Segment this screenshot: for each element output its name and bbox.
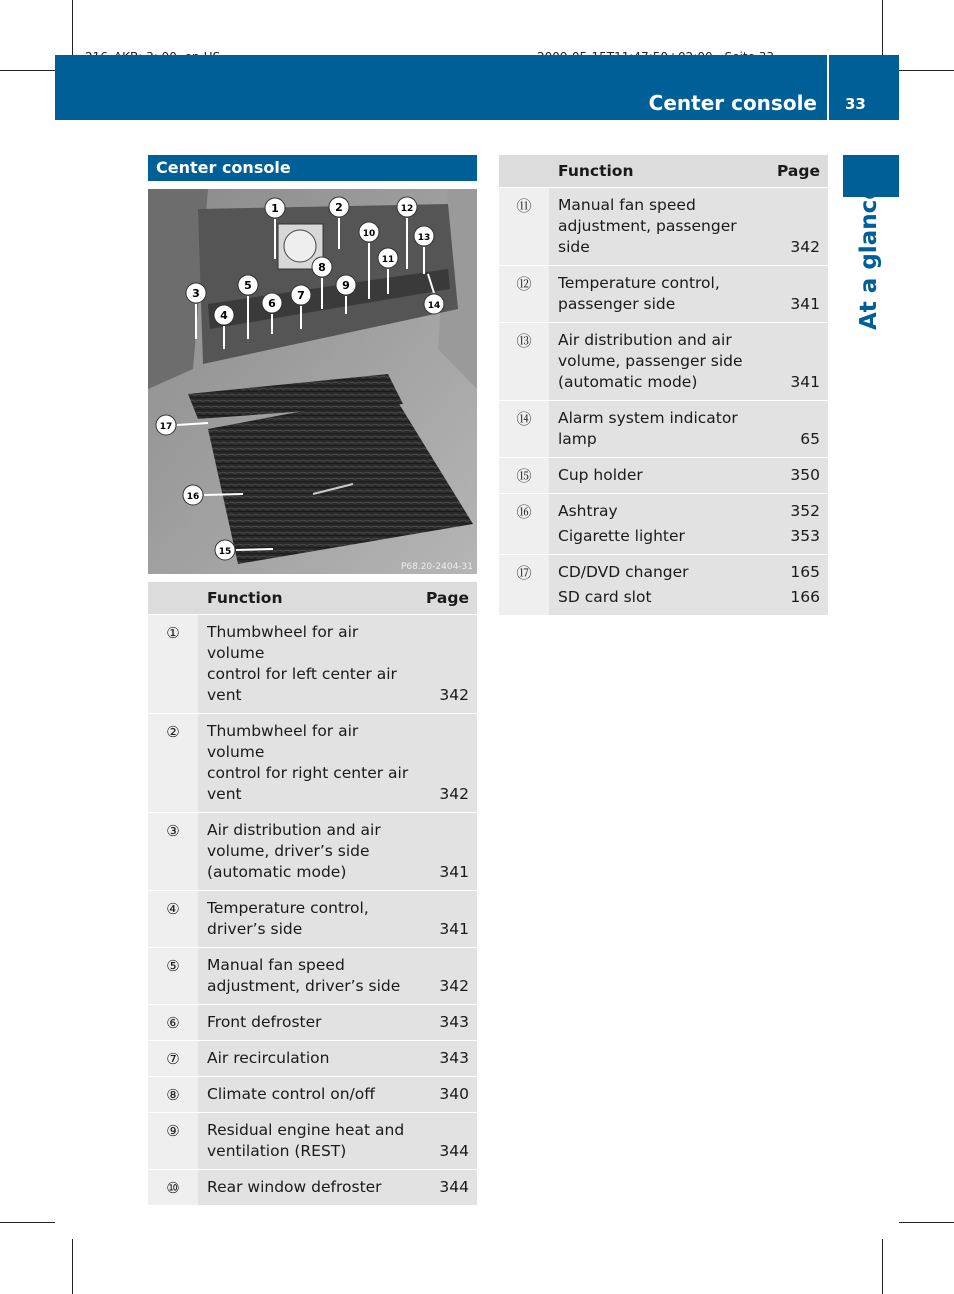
function-text: ventilation (REST) <box>207 1142 347 1160</box>
page-cell <box>415 1041 477 1077</box>
page-cell <box>415 948 477 1005</box>
photo-callout-label: 15 <box>218 547 232 557</box>
function-cell <box>198 1041 415 1077</box>
table-row <box>148 1113 477 1170</box>
photo-callout-label: 4 <box>220 309 228 322</box>
function-cell <box>198 1077 415 1113</box>
page-cell <box>415 1113 477 1170</box>
page-reference: 343 <box>439 1049 469 1067</box>
function-cell <box>198 813 415 891</box>
page-reference: 341 <box>439 920 469 938</box>
function-text: Ashtray <box>558 502 618 520</box>
item-number: ⑪ <box>499 188 549 266</box>
function-text: (automatic mode) <box>207 863 347 881</box>
photo-callout-label: 2 <box>335 201 343 214</box>
function-table-right <box>499 155 828 616</box>
crop-mark <box>882 0 883 55</box>
table-row <box>499 555 828 616</box>
function-text: Air distribution and air <box>207 821 381 839</box>
function-table-left <box>148 582 477 1206</box>
function-text: Residual engine heat and <box>207 1121 405 1139</box>
function-text: vent <box>207 785 242 803</box>
function-text: Air recirculation <box>207 1049 330 1067</box>
photo-callout-label: 8 <box>318 261 326 274</box>
item-number: ⑧ <box>148 1077 198 1113</box>
page-reference: 353 <box>790 527 820 545</box>
function-text: Cigarette lighter <box>558 527 685 545</box>
page-cell <box>766 458 828 494</box>
crop-mark <box>72 1239 73 1294</box>
table-row <box>499 188 828 266</box>
header-number-cell <box>499 155 549 188</box>
header-title: Center console <box>648 91 817 115</box>
photo-callout-label: 1 <box>271 202 279 215</box>
table-header-row <box>499 155 828 188</box>
item-number: ⑦ <box>148 1041 198 1077</box>
crop-mark <box>882 1239 883 1294</box>
function-cell <box>198 714 415 813</box>
function-text: Front defroster <box>207 1013 322 1031</box>
page-cell <box>415 714 477 813</box>
photo-callout-label: 5 <box>244 279 252 292</box>
item-number: ⑨ <box>148 1113 198 1170</box>
page-reference: 342 <box>439 977 469 995</box>
item-number: ⑫ <box>499 266 549 323</box>
function-table-right-body <box>499 188 828 616</box>
item-number: ⑰ <box>499 555 549 616</box>
function-cell <box>198 891 415 948</box>
page-cell <box>415 1005 477 1041</box>
header-bar <box>55 55 899 120</box>
page-reference: 340 <box>439 1085 469 1103</box>
photo-callout-label: 9 <box>342 279 350 292</box>
page-reference: 341 <box>790 373 820 391</box>
function-cell <box>198 1113 415 1170</box>
function-cell <box>549 458 766 494</box>
photo-clock-face <box>284 230 316 262</box>
photo-callout-label: 16 <box>186 492 200 502</box>
function-text: Manual fan speed <box>207 956 345 974</box>
function-text: adjustment, passenger side <box>558 217 737 256</box>
table-row <box>148 714 477 813</box>
crop-mark <box>72 0 73 55</box>
table-row <box>499 401 828 458</box>
function-text: (automatic mode) <box>558 373 698 391</box>
page-reference: 344 <box>439 1142 469 1160</box>
function-cell <box>549 401 766 458</box>
table-row <box>148 891 477 948</box>
item-number: ⑮ <box>499 458 549 494</box>
header-page: Page <box>766 155 828 188</box>
crop-mark <box>899 1222 954 1223</box>
function-cell <box>198 948 415 1005</box>
item-number: ③ <box>148 813 198 891</box>
page-cell <box>415 615 477 714</box>
photo-callout-label: 13 <box>417 233 431 243</box>
photo-callout-label: 11 <box>381 255 395 265</box>
table-row <box>148 1041 477 1077</box>
function-text: Rear window defroster <box>207 1178 382 1196</box>
item-number: ⑩ <box>148 1170 198 1206</box>
page-reference: 341 <box>439 863 469 881</box>
page-cell <box>766 555 828 616</box>
function-cell <box>198 615 415 714</box>
function-text: Climate control on/off <box>207 1085 375 1103</box>
photo-callout-label: 3 <box>192 287 200 300</box>
function-cell <box>549 266 766 323</box>
page-cell <box>766 323 828 401</box>
table-row <box>499 266 828 323</box>
center-console-photo <box>148 189 477 574</box>
page-cell <box>415 1077 477 1113</box>
function-text: Air distribution and air <box>558 331 732 349</box>
crop-mark <box>0 70 55 71</box>
photo-callout-label: 7 <box>297 289 305 302</box>
function-text: passenger side <box>558 295 676 313</box>
header-separator <box>827 55 829 120</box>
item-number: ⑭ <box>499 401 549 458</box>
page-reference: 343 <box>439 1013 469 1031</box>
header-function: Function <box>549 155 766 188</box>
function-text: Thumbwheel for air volume <box>207 623 359 662</box>
header-page: Page <box>415 582 477 615</box>
table-row <box>148 1005 477 1041</box>
function-text: adjustment, driver’s side <box>207 977 401 995</box>
page-reference: 344 <box>439 1178 469 1196</box>
photo-image-code: P68.20-2404-31 <box>400 562 473 572</box>
function-text: Temperature control, <box>558 274 720 292</box>
table-row <box>148 813 477 891</box>
function-cell <box>549 555 766 616</box>
function-table-left-body <box>148 615 477 1206</box>
function-cell <box>198 1170 415 1206</box>
function-text: Thumbwheel for air volume <box>207 722 359 761</box>
item-number: ④ <box>148 891 198 948</box>
table-row <box>148 615 477 714</box>
page-reference: 166 <box>790 588 820 606</box>
function-text: lamp <box>558 430 597 448</box>
item-number: ⑤ <box>148 948 198 1005</box>
page-cell <box>415 891 477 948</box>
page-cell <box>766 266 828 323</box>
function-text: Manual fan speed <box>558 196 696 214</box>
function-text: Alarm system indicator <box>558 409 738 427</box>
photo-callout-label: 12 <box>400 204 414 214</box>
function-cell <box>549 188 766 266</box>
function-text: control for right center air <box>207 764 409 782</box>
function-text: vent <box>207 686 242 704</box>
crop-mark <box>0 1222 55 1223</box>
function-text: control for left center air <box>207 665 397 683</box>
header-number-cell <box>148 582 198 615</box>
function-text: CD/DVD changer <box>558 563 689 581</box>
side-tab-label: At a glance <box>856 184 882 330</box>
photo-callout-label: 17 <box>159 422 173 432</box>
page-reference: 165 <box>790 563 820 581</box>
function-text: Temperature control, <box>207 899 369 917</box>
page-reference: 350 <box>790 466 820 484</box>
function-cell <box>549 323 766 401</box>
page-cell <box>766 401 828 458</box>
table-row <box>148 1077 477 1113</box>
header-function: Function <box>198 582 415 615</box>
item-number: ⑥ <box>148 1005 198 1041</box>
function-text: volume, driver’s side <box>207 842 370 860</box>
page-cell <box>766 494 828 555</box>
page-reference: 341 <box>790 295 820 313</box>
item-number: ② <box>148 714 198 813</box>
page-cell <box>766 188 828 266</box>
table-row <box>499 323 828 401</box>
page-reference: 352 <box>790 502 820 520</box>
function-text: SD card slot <box>558 588 652 606</box>
page-reference: 342 <box>790 238 820 256</box>
page-cell <box>415 813 477 891</box>
page-cell <box>415 1170 477 1206</box>
table-row <box>499 458 828 494</box>
page-number: 33 <box>845 95 866 113</box>
table-row <box>499 494 828 555</box>
item-number: ⑬ <box>499 323 549 401</box>
item-number: ⑯ <box>499 494 549 555</box>
page-reference: 342 <box>439 686 469 704</box>
item-number: ① <box>148 615 198 714</box>
page-reference: 342 <box>439 785 469 803</box>
page-reference: 65 <box>800 430 820 448</box>
table-header-row <box>148 582 477 615</box>
photo-callout-label: 6 <box>268 297 276 310</box>
function-text: volume, passenger side <box>558 352 743 370</box>
function-cell <box>198 1005 415 1041</box>
table-row <box>148 948 477 1005</box>
section-title: Center console <box>148 155 477 181</box>
function-cell <box>549 494 766 555</box>
crop-mark <box>899 70 954 71</box>
function-text: Cup holder <box>558 466 643 484</box>
table-row <box>148 1170 477 1206</box>
function-text: driver’s side <box>207 920 303 938</box>
photo-callout-label: 10 <box>362 229 376 239</box>
photo-callout-label: 14 <box>427 301 441 311</box>
